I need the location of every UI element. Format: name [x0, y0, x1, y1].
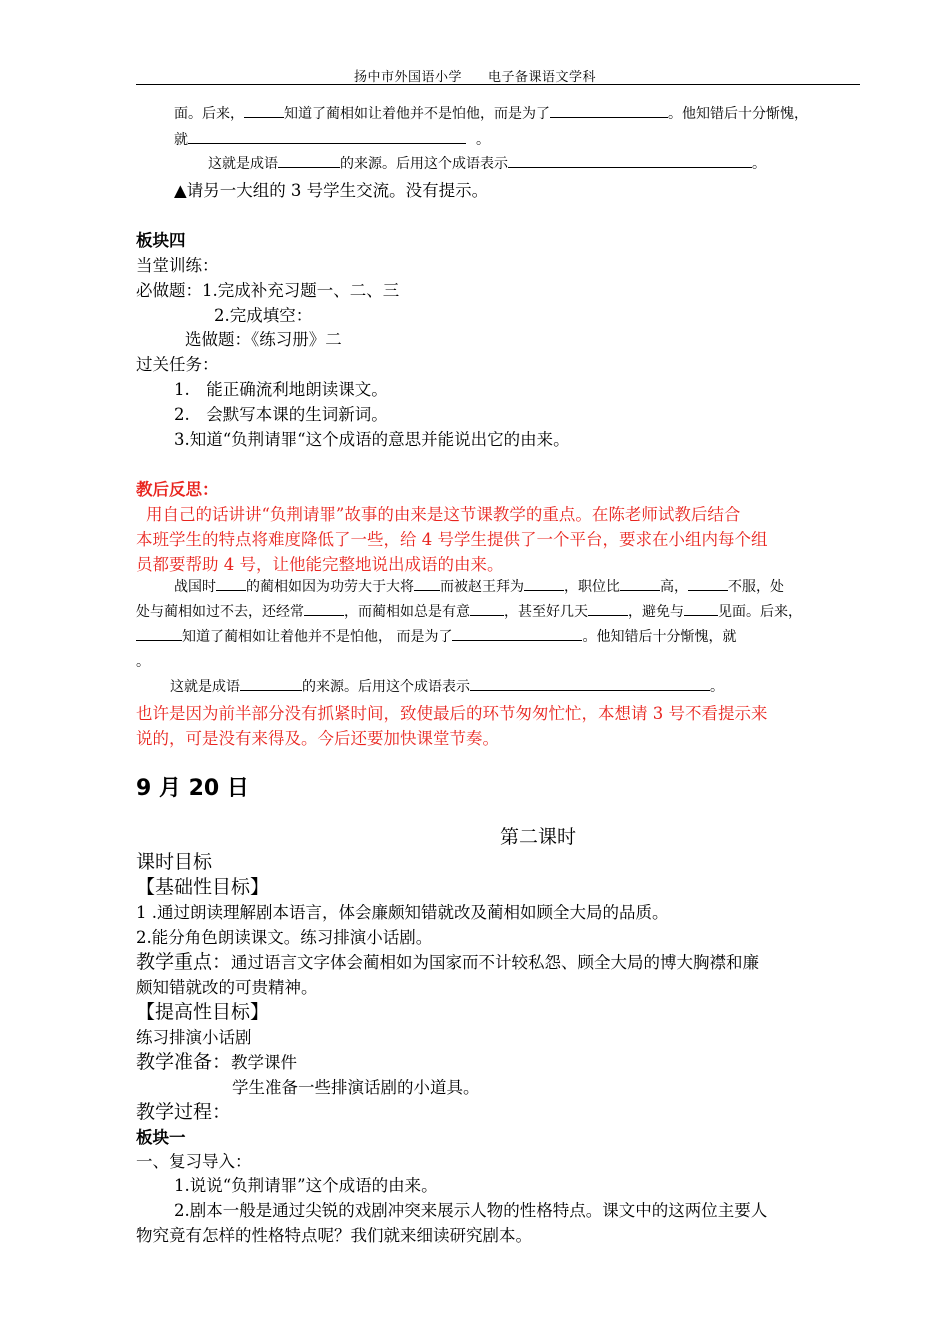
prep-item-2: 学生准备一些排演话剧的小道具。: [232, 1078, 480, 1097]
review-item-2-line1: 2.剧本一般是通过尖锐的戏剧冲突来展示人物的性格特点。课文中的这两位主要人: [174, 1201, 768, 1220]
goal-item-1: 1 .通过朗读理解剧本语言，体会廉颇知错就改及蔺相如顾全大局的品质。: [136, 903, 669, 922]
required-item-1: 必做题：1.完成补充习题一、二、三: [136, 281, 400, 300]
block1-title: 板块一: [136, 1128, 186, 1147]
fill-in-line-4: 。: [136, 654, 150, 670]
reflection-title: 教后反思：: [136, 480, 219, 499]
review-item-2-line2: 物究竟有怎样的性格特点呢？我们就来细读研究剧本。: [136, 1226, 532, 1245]
advanced-goals-heading: 【提高性目标】: [136, 1001, 270, 1023]
task-item-2: 2. 会默写本课的生词新词。: [174, 405, 388, 424]
lesson-title: 第二课时: [499, 826, 576, 848]
task-item-3: 3.知道“负荆请罪“这个成语的意思并能说出它的由来。: [174, 430, 570, 449]
advanced-goal-1: 练习排演小话剧: [136, 1028, 252, 1047]
blank: [550, 105, 668, 118]
blank: [240, 678, 302, 691]
blank: [452, 628, 582, 641]
header-subject: 电子备课语文学科: [488, 70, 597, 85]
blank: [244, 105, 284, 118]
task-item-1: 1. 能正确流利地朗读课文。: [174, 380, 388, 399]
reflection-para1-line1: 用自己的话讲讲“负荆请罪”故事的由来是这节课教学的重点。在陈老师试教后结合: [146, 505, 741, 524]
exercise-note: ▲请另一大组的 3 号学生交流。没有提示。: [174, 181, 489, 200]
blank: [470, 678, 710, 691]
header-rule: [136, 84, 860, 85]
blank: [688, 578, 728, 591]
blank: [136, 628, 182, 641]
blank: [524, 578, 564, 591]
review-item-1: 1.说说“负荆请罪”这个成语的由来。: [174, 1176, 438, 1195]
blank: [508, 155, 752, 168]
required-item-2: 2.完成填空：: [214, 306, 313, 325]
blank: [304, 603, 344, 616]
reflection-para1-line3: 员都要帮助 4 号，让他能完整地说出成语的由来。: [136, 555, 504, 574]
page-header: [0, 66, 950, 85]
optional-item: 选做题：《练习册》二: [185, 330, 342, 349]
date-heading: 9 月 20 日: [136, 776, 249, 801]
goals-title: 课时目标: [136, 851, 213, 873]
blank: [588, 603, 628, 616]
exercise-line-2: 就 。: [174, 132, 490, 148]
exercise-line-3: 这就是成语 的来源。后用这个成语表示 。: [208, 156, 766, 172]
header-school: 扬中市外国语小学: [353, 70, 462, 85]
blank: [684, 603, 718, 616]
focus-text: 通过语言文字体会蔺相如为国家而不计较私怨、顾全大局的博大胸襟和廉: [231, 953, 760, 972]
focus-line-1: [136, 947, 759, 974]
practice-label: 当堂训练：: [136, 256, 219, 275]
fill-in-line-3: 知道了蔺相如让着他并不是怕他， 而是为了 。他知错后十分惭愧，就: [136, 626, 736, 646]
exercise-line-1: 面。后来， 知道了蔺相如让着他并不是怕他，而是为了 。他知错后十分惭愧，: [174, 106, 808, 122]
tasks-title: 过关任务：: [136, 355, 219, 374]
fill-in-line-2: 处与蔺相如过不去，还经常 ，而蔺相如总是有意 ，甚至好几天 ，避免与 见面。后来，: [136, 604, 802, 620]
reflection-para1-line2: 本班学生的特点将难度降低了一些，给 4 号学生提供了一个平台，要求在小组内每个组: [136, 530, 768, 549]
goal-item-2: 2.能分角色朗读课文。练习排演小话剧。: [136, 928, 433, 947]
blank: [470, 603, 504, 616]
prep-label: 教学准备：: [136, 1051, 232, 1073]
focus-label: 教学重点：: [136, 951, 232, 973]
basic-goals-heading: 【基础性目标】: [136, 876, 270, 898]
prep-line-1: [136, 1047, 297, 1074]
blank: [278, 155, 340, 168]
blank: [188, 131, 466, 144]
blank: [620, 578, 660, 591]
review-heading: 一、复习导入：: [136, 1152, 252, 1171]
reflection-para2-line2: 说的，可是没有来得及。今后还要加快课堂节奏。: [136, 729, 499, 748]
fill-in-line-5: 这就是成语 的来源。后用这个成语表示 。: [170, 679, 724, 695]
focus-line-2: 颇知错就改的可贵精神。: [136, 978, 318, 997]
blank: [414, 578, 440, 591]
block4-title: 板块四: [136, 231, 186, 250]
fill-in-line-1: 战国时 的蔺相如因为功劳大于大将 而被赵王拜为 ，职位比 高， 不服，处: [174, 579, 784, 595]
blank: [216, 578, 246, 591]
process-title: 教学过程：: [136, 1101, 232, 1123]
prep-item-1: 教学课件: [231, 1053, 298, 1072]
reflection-para2-line1: 也许是因为前半部分没有抓紧时间，致使最后的环节匆匆忙忙，本想请 3 号不看提示来: [136, 704, 768, 723]
